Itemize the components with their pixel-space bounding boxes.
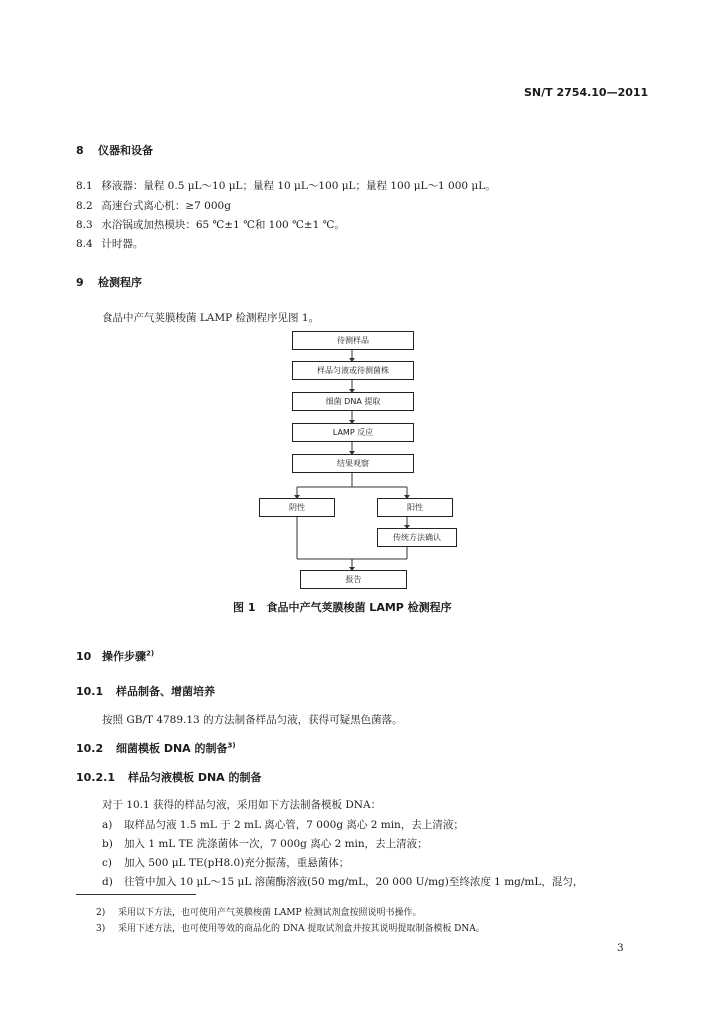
flow-box-sample: 待测样品 bbox=[292, 331, 414, 350]
section-10-1-heading bbox=[76, 683, 215, 699]
section-10-number: 10 bbox=[76, 650, 92, 663]
flow-box-lamp-reaction: LAMP 反应 bbox=[292, 423, 414, 442]
section-10-1-text: 按照 GB/T 4789.13 的方法制备样品匀液，获得可疑黑色菌落。 bbox=[102, 714, 403, 726]
step-b-text: 加入 1 mL TE 洗涤菌体一次，7 000g 离心 2 min，去上清液； bbox=[124, 838, 428, 850]
footnote-2 bbox=[96, 905, 421, 918]
item-8-1-number: 8.1 bbox=[76, 180, 93, 192]
footnote-3-number: 3) bbox=[96, 924, 106, 934]
standard-code: SN/T 2754.10—2011 bbox=[524, 86, 649, 99]
section-10-2-title: 细菌模板 DNA 的制备 bbox=[116, 742, 228, 755]
section-10-2-1-title: 样品匀液模板 DNA 的制备 bbox=[128, 771, 262, 784]
section-10-2-1-intro: 对于 10.1 获得的样品匀液，采用如下方法制备模板 DNA： bbox=[102, 799, 382, 811]
step-c bbox=[102, 855, 349, 870]
item-8-3-number: 8.3 bbox=[76, 219, 93, 231]
section-10-2-heading bbox=[76, 740, 236, 756]
flow-box-dna-extraction: 细菌 DNA 提取 bbox=[292, 392, 414, 411]
section-9-title: 检测程序 bbox=[98, 276, 142, 289]
section-10-1-title: 样品制备、增菌培养 bbox=[116, 685, 215, 698]
flow-box-negative: 阴性 bbox=[259, 498, 335, 517]
step-b bbox=[102, 836, 428, 851]
figure-1-caption: 图 1 食品中产气荚膜梭菌 LAMP 检测程序 bbox=[233, 601, 452, 614]
section-10-1-number: 10.1 bbox=[76, 685, 104, 698]
section-10-2-1-number: 10.2.1 bbox=[76, 771, 115, 784]
flow-box-positive: 阳性 bbox=[377, 498, 453, 517]
item-8-3-text: 水浴锅或加热模块：65 ℃±1 ℃和 100 ℃±1 ℃。 bbox=[101, 219, 345, 231]
section-9-intro: 食品中产气荚膜梭菌 LAMP 检测程序见图 1。 bbox=[102, 312, 320, 324]
footnote-divider bbox=[76, 894, 196, 895]
section-10-2-1-heading bbox=[76, 769, 262, 785]
item-8-1-text: 移液器：量程 0.5 μL～10 μL；量程 10 μL～100 μL；量程 100 μL～1 000 μL。 bbox=[101, 180, 496, 192]
step-a-label: a) bbox=[102, 819, 113, 831]
section-10-title: 操作步骤 bbox=[102, 650, 146, 663]
footnote-2-text: 采用以下方法，也可使用产气荚膜梭菌 LAMP 检测试剂盒按照说明书操作。 bbox=[118, 908, 422, 918]
step-d-text: 往管中加入 10 μL～15 μL 溶菌酶溶液(50 mg/mL，20 000 U/mg)至终浓度 1 mg/mL，混匀， bbox=[124, 876, 584, 888]
footnote-3-text: 采用下述方法，也可使用等效的商品化的 DNA 提取试剂盒并按其说明提取制备模板 DNA。 bbox=[118, 924, 485, 934]
section-10-2-footnote-ref: 3) bbox=[227, 741, 236, 750]
item-8-2-text: 高速台式离心机：≥7 000g bbox=[101, 200, 231, 212]
item-8-4-text: 计时器。 bbox=[101, 238, 144, 250]
section-9-number: 9 bbox=[76, 276, 84, 289]
step-d bbox=[102, 874, 583, 889]
footnote-3 bbox=[96, 921, 485, 934]
section-10-footnote-ref: 2) bbox=[146, 649, 155, 658]
flow-box-report: 报告 bbox=[300, 570, 407, 589]
item-8-4-number: 8.4 bbox=[76, 238, 93, 250]
step-b-label: b) bbox=[102, 838, 113, 850]
step-c-label: c) bbox=[102, 857, 112, 869]
section-10-2-number: 10.2 bbox=[76, 742, 104, 755]
section-8-number: 8 bbox=[76, 144, 84, 157]
step-a bbox=[102, 817, 464, 832]
step-a-text: 取样品匀液 1.5 mL 于 2 mL 离心管，7 000g 离心 2 min，去上清液； bbox=[124, 819, 464, 831]
step-d-label: d) bbox=[102, 876, 113, 888]
page-number: 3 bbox=[617, 942, 624, 954]
section-8-title: 仪器和设备 bbox=[98, 144, 153, 157]
item-8-2-number: 8.2 bbox=[76, 200, 93, 212]
step-c-text: 加入 500 μL TE(pH8.0)充分振荡，重悬菌体； bbox=[124, 857, 350, 869]
section-10-heading bbox=[76, 648, 154, 664]
flow-box-homogenize: 样品匀液或待测菌株 bbox=[292, 361, 414, 380]
footnote-2-number: 2) bbox=[96, 908, 106, 918]
flow-box-observe: 结果观察 bbox=[292, 454, 414, 473]
flow-box-confirm: 传统方法确认 bbox=[377, 528, 457, 547]
